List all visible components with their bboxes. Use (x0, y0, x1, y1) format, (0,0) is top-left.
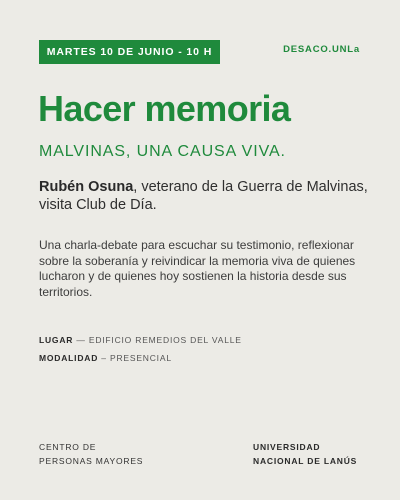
detail-mode (39, 353, 172, 363)
date-badge-text: MARTES 10 DE JUNIO - 10 H (46, 46, 213, 58)
site-link[interactable]: DESACO.UNLa (283, 44, 360, 55)
detail-mode-value: – PRESENCIAL (98, 353, 172, 363)
event-subtitle: MALVINAS, UNA CAUSA VIVA. (39, 143, 286, 160)
footer-organizer-line: CENTRO DE (39, 442, 97, 452)
date-badge (39, 40, 220, 64)
footer-institution-line: UNIVERSIDAD (253, 442, 321, 452)
event-title: Hacer memoria (38, 88, 291, 129)
detail-place-value: — EDIFICIO REMEDIOS DEL VALLE (73, 335, 242, 345)
lead-text: , veterano de la Guerra de Malvinas, visita Club de Día. (39, 179, 368, 213)
footer-organizer-line: PERSONAS MAYORES (39, 456, 144, 466)
detail-place-key: LUGAR (39, 335, 74, 345)
detail-mode-key: MODALIDAD (39, 353, 99, 363)
guest-name: Rubén Osuna (39, 179, 134, 195)
footer-institution-line: NACIONAL DE LANÚS (253, 456, 358, 466)
footer-institution (253, 440, 357, 468)
description-paragraph: Una charla-debate para escuchar su testimonio, reflexionar sobre la soberanía y reivindicar la memoria viva de quienes lucharon y de quienes hoy sostienen la historia desde sus territorios. (39, 238, 356, 299)
detail-place (39, 335, 242, 345)
lead-paragraph (39, 178, 369, 214)
footer-organizer (39, 440, 143, 468)
